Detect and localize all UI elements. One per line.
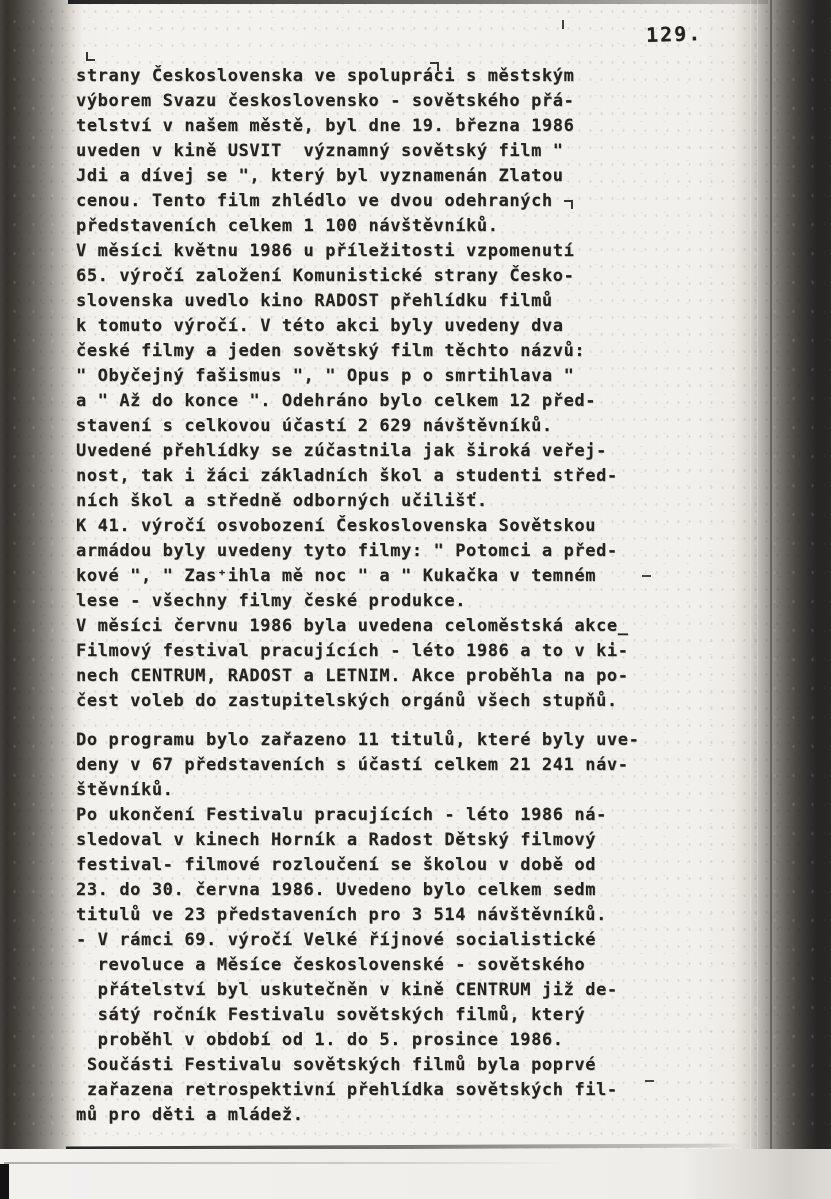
text-line: přátelství byl uskutečněn v kině CENTRUM již de- bbox=[76, 980, 618, 1000]
page-number: 129. bbox=[645, 21, 703, 47]
document-body bbox=[76, 64, 676, 1128]
text-line: " Obyčejný fašismus ", " Opus p o smrtihlava " bbox=[76, 366, 575, 386]
text-line: nost, tak i žáci základních škol a studenti střed- bbox=[76, 466, 618, 486]
scan-artifact-line bbox=[4, 1162, 564, 1164]
text-line: telství v našem městě, byl dne 19. března 1986 bbox=[76, 116, 575, 136]
paper-top-edge-shadow bbox=[68, 0, 768, 4]
text-line: kové ", " Zas⁺ihla mě noc " a " Kukačka v temném bbox=[76, 566, 597, 586]
text-line: armádou byly uvedeny tyto filmy: " Potomci a před- bbox=[76, 541, 618, 561]
text-line: 65. výročí založení Komunistické strany Česko- bbox=[76, 266, 575, 286]
text-line: stavení s celkovou účastí 2 629 návštěvníků. bbox=[76, 416, 553, 436]
text-line: zařazena retrospektivní přehlídka sovětských fil- bbox=[76, 1080, 618, 1100]
text-line: V měsíci červnu 1986 byla uvedena celoměstská akce_ bbox=[76, 616, 629, 636]
text-line: lese - všechny filmy české produkce. bbox=[76, 591, 467, 611]
text-line: strany Československa ve spolupráci s městským bbox=[76, 66, 575, 86]
scanner-background bbox=[0, 1149, 831, 1199]
text-line: sledoval v kinech Horník a Radost Dětský filmový bbox=[76, 830, 597, 850]
text-line: 23. do 30. června 1986. Uvedeno bylo celkem sedm bbox=[76, 880, 597, 900]
scan-streak bbox=[770, 0, 772, 1150]
text-line: mů pro děti a mládež. bbox=[76, 1105, 304, 1125]
text-line: a " Až do konce ". Odehráno bylo celkem 12 před- bbox=[76, 391, 597, 411]
text-line: slovenska uvedlo kino RADOST přehlídku filmů bbox=[76, 291, 553, 311]
text-line: festival- filmové rozloučení se školou v době od bbox=[76, 855, 597, 875]
text-line: k tomuto výročí. V této akci byly uvedeny dva bbox=[76, 316, 564, 336]
text-line: ních škol a středně odborných učilišť. bbox=[76, 491, 488, 511]
text-line: uveden v kině USVIT významný sovětský film " bbox=[76, 141, 564, 161]
text-line: - V rámci 69. výročí Velké říjnové socialistické bbox=[76, 930, 597, 950]
text-line: deny v 67 představeních s účastí celkem 21 241 náv- bbox=[76, 755, 629, 775]
text-line: proběhl v období od 1. do 5. prosince 1986. bbox=[76, 1030, 564, 1050]
text-line: Filmový festival pracujících - léto 1986 a to v ki- bbox=[76, 641, 629, 661]
text-line: cenou. Tento film zhlédlo ve dvou odehraných bbox=[76, 191, 553, 211]
text-line: štěvníků. bbox=[76, 780, 174, 800]
text-line bbox=[76, 714, 676, 728]
scan-streak bbox=[757, 0, 758, 1150]
text-line: Jdi a dívej se ", který byl vyznamenán Zlatou bbox=[76, 166, 564, 186]
text-line: K 41. výročí osvobození Československa Sovětskou bbox=[76, 516, 597, 536]
text-line: české filmy a jeden sovětský film těchto názvů: bbox=[76, 341, 586, 361]
text-line: Uvedené přehlídky se zúčastnila jak široká veřej- bbox=[76, 441, 607, 461]
text-line: sátý ročník Festivalu sovětských filmů, který bbox=[76, 1005, 586, 1025]
text-line: nech CENTRUM, RADOST a LETNIM. Akce proběhla na po- bbox=[76, 666, 629, 686]
text-line: výborem Svazu československo - sovětského přá- bbox=[76, 91, 575, 111]
text-line: Součásti Festivalu sovětských filmů byla poprvé bbox=[76, 1055, 597, 1075]
text-line: revoluce a Měsíce československé - sovětského bbox=[76, 955, 586, 975]
text-line: čest voleb do zastupitelských orgánů všech stupňů. bbox=[76, 691, 618, 711]
text-line: Do programu bylo zařazeno 11 titulů, které byly uve- bbox=[76, 730, 640, 750]
scan-corner-mark bbox=[0, 1164, 9, 1199]
text-line: V měsíci květnu 1986 u příležitosti vzpomenutí bbox=[76, 241, 575, 261]
text-line: představeních celkem 1 100 návštěvníků. bbox=[76, 216, 499, 236]
scan-streak bbox=[750, 0, 751, 1150]
text-line: Po ukončení Festivalu pracujících - léto 1986 ná- bbox=[76, 805, 607, 825]
text-line: titulů ve 23 představeních pro 3 514 návštěvníků. bbox=[76, 905, 607, 925]
